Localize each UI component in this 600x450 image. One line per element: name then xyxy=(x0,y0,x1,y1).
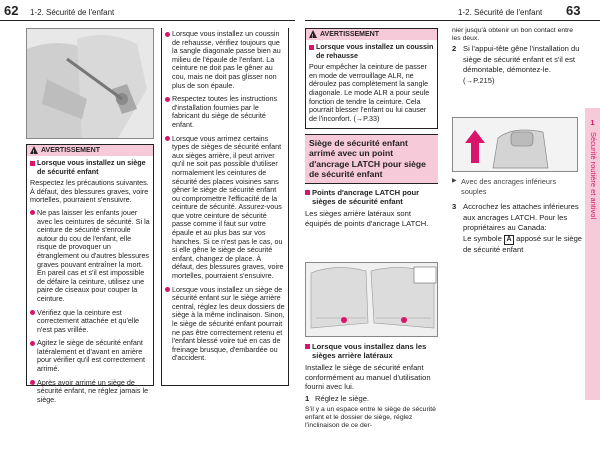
left-header-rule xyxy=(0,20,295,21)
right-header-title: 1-2. Sécurité de l'enfant xyxy=(458,8,543,17)
step-number: 2 xyxy=(452,44,457,53)
warning-triangle-icon xyxy=(30,146,38,154)
step-text: Réglez le siège. xyxy=(315,394,370,404)
section-body-rear-seats: Installez le siège de sécurité enfant conformément au manuel d'utilisation fourni avec lui. xyxy=(305,363,431,391)
warning-triangle-icon xyxy=(309,30,317,38)
continued-text: nier jusqu'à obtenir un bon contact entre les deux. xyxy=(452,27,574,42)
warning-subheading: Lorsque vous installez un siège de sécurité enfant xyxy=(30,159,150,176)
warning-label: AVERTISSEMENT xyxy=(41,147,100,154)
warning-bullet: Ne pas laisser les enfants jouer avec les ceintures de sécurité. Si la ceinture de sécurité s'enroule autour du cou de l'enfant, elle risque de provoquer un étranglement ou d'autres blessures graves pouvant entraîner la mort. En pareil cas et s'il est impossible de défaire la ceinture, utilisez une paire de ciseaux pour couper la ceinture. xyxy=(30,209,150,304)
car-seat-photo-left xyxy=(26,28,154,139)
warning-bullet: Respectez toutes les instructions d'installation fournies par le fabricant du siège de sécurité enfant. xyxy=(165,95,285,129)
warning-bullet: Lorsque vous arrimez certains types de sièges de sécurité enfant aux sièges arrière, il peut arriver qu'il ne soit pas possible d'utiliser normalement les ceintures de sécurité des places voisines sans gêner le siège de sécurité enfant ou compromettre l'efficacité de la ceinture de sécurité. Assurez-vous que votre ceinture de sécurité passe comme il faut sur votre épaule et au plus bas sur vos hanches. Si ce n'est pas le cas, ou si elle gêne le siège de sécurité enfant, changez de place. À défaut, des blessures graves, voire mortelles, pourraient s'ensuivre. xyxy=(165,135,285,281)
left-page-number: 62 xyxy=(4,3,19,18)
right-page-number: 63 xyxy=(566,3,581,18)
step-text: Accrochez les attaches inférieures aux ancrages LATCH. Pour les propriétaires au Canada: xyxy=(463,202,579,232)
latch-anchor-diagram xyxy=(305,262,438,337)
warning-bullet: Lorsque vous installez un siège de sécurité enfant sur le siège arrière central, réglez les deux dossiers de siège à la même inclinaison. Sinon, le siège de sécurité enfant pourrait ne pas être correctement retenu et l'enfant blessé voire tué en cas de freinage brusque, d'embardée ou d'accident. xyxy=(165,286,285,363)
section-body-latch-points: Les sièges arrière latéraux sont équipés de points d'ancrage LATCH. xyxy=(305,209,429,228)
warning-intro: Respectez les précautions suivantes. À défaut, des blessures graves, voire mortelles, pourraient s'ensuivre. xyxy=(30,178,149,205)
warning-bar xyxy=(306,29,437,40)
warning-bullet: Agitez le siège de sécurité enfant latéralement et d'avant en arrière pour vérifier qu'il est correctement arrimé. xyxy=(30,339,150,373)
chapter-number: 1 xyxy=(590,118,595,127)
step-number: 1 xyxy=(305,394,310,404)
warning-box-right xyxy=(305,28,438,129)
right-header-rule xyxy=(305,20,600,21)
step-symbol-line: Le symbole A apposé sur le siège de sécurité enfant xyxy=(463,233,583,254)
diagram-caption: ▶ Avec des ancrages inférieurs souples xyxy=(452,177,557,196)
left-header-title: 1-2. Sécurité de l'enfant xyxy=(30,8,115,17)
warning-label: AVERTISSEMENT xyxy=(320,31,379,38)
step-text: Si l'appui-tête gêne l'installation du siège de sécurité enfant et s'il est démontable, démontez-le. (→P.215) xyxy=(463,44,580,85)
section-title-box: Siège de sécurité enfant arrimé avec un point d'ancrage LATCH pour siège de sécurité enfant xyxy=(305,134,438,184)
warning-box-left xyxy=(26,144,154,404)
small-note: S'il y a un espace entre le siège de sécurité enfant et le dossier de siège, réglez l'inclinaison de ce der- xyxy=(305,406,436,430)
step-number: 3 xyxy=(452,202,457,211)
symbol-a-icon: A xyxy=(504,235,514,245)
warning-continued-column xyxy=(161,28,289,386)
section-heading-latch-points: Points d'ancrage LATCH pour sièges de sécurité enfant xyxy=(305,188,438,206)
warning-subheading: Lorsque vous installez un coussin de rehausse xyxy=(309,43,434,60)
warning-bullet: Lorsque vous installez un coussin de rehausse, vérifiez toujours que la sangle diagonale passe bien au milieu de l'épaule de l'enfant. La ceinture ne doit pas le gêner au cou, mais ne doit pas glisser non plus de son épaule. xyxy=(165,30,285,90)
warning-bar xyxy=(27,145,153,156)
warning-body: Pour empêcher la ceinture de passer en mode de verrouillage ALR, ne déroulez pas complètement la sangle diagonale. Le mode ALR a pour seule fonction de tendre la ceinture. Cela pourrait blesser l'enfant ou lui causer de l'inconfort. (→P.33) xyxy=(309,62,430,123)
section-heading-rear-seats: Lorsque vous installez dans les sièges arrière latéraux xyxy=(305,342,438,360)
caption-arrow-icon: ▶ xyxy=(452,178,457,184)
chapter-title: Sécurité routière et antivol xyxy=(589,132,598,220)
warning-bullet: Vérifiez que la ceinture est correctement attachée et qu'elle n'est pas vrillée. xyxy=(30,309,150,335)
headrest-removal-diagram xyxy=(452,117,578,172)
warning-bullet: Après avoir arrimé un siège de sécurité enfant, ne réglez jamais le siège. xyxy=(30,379,150,405)
